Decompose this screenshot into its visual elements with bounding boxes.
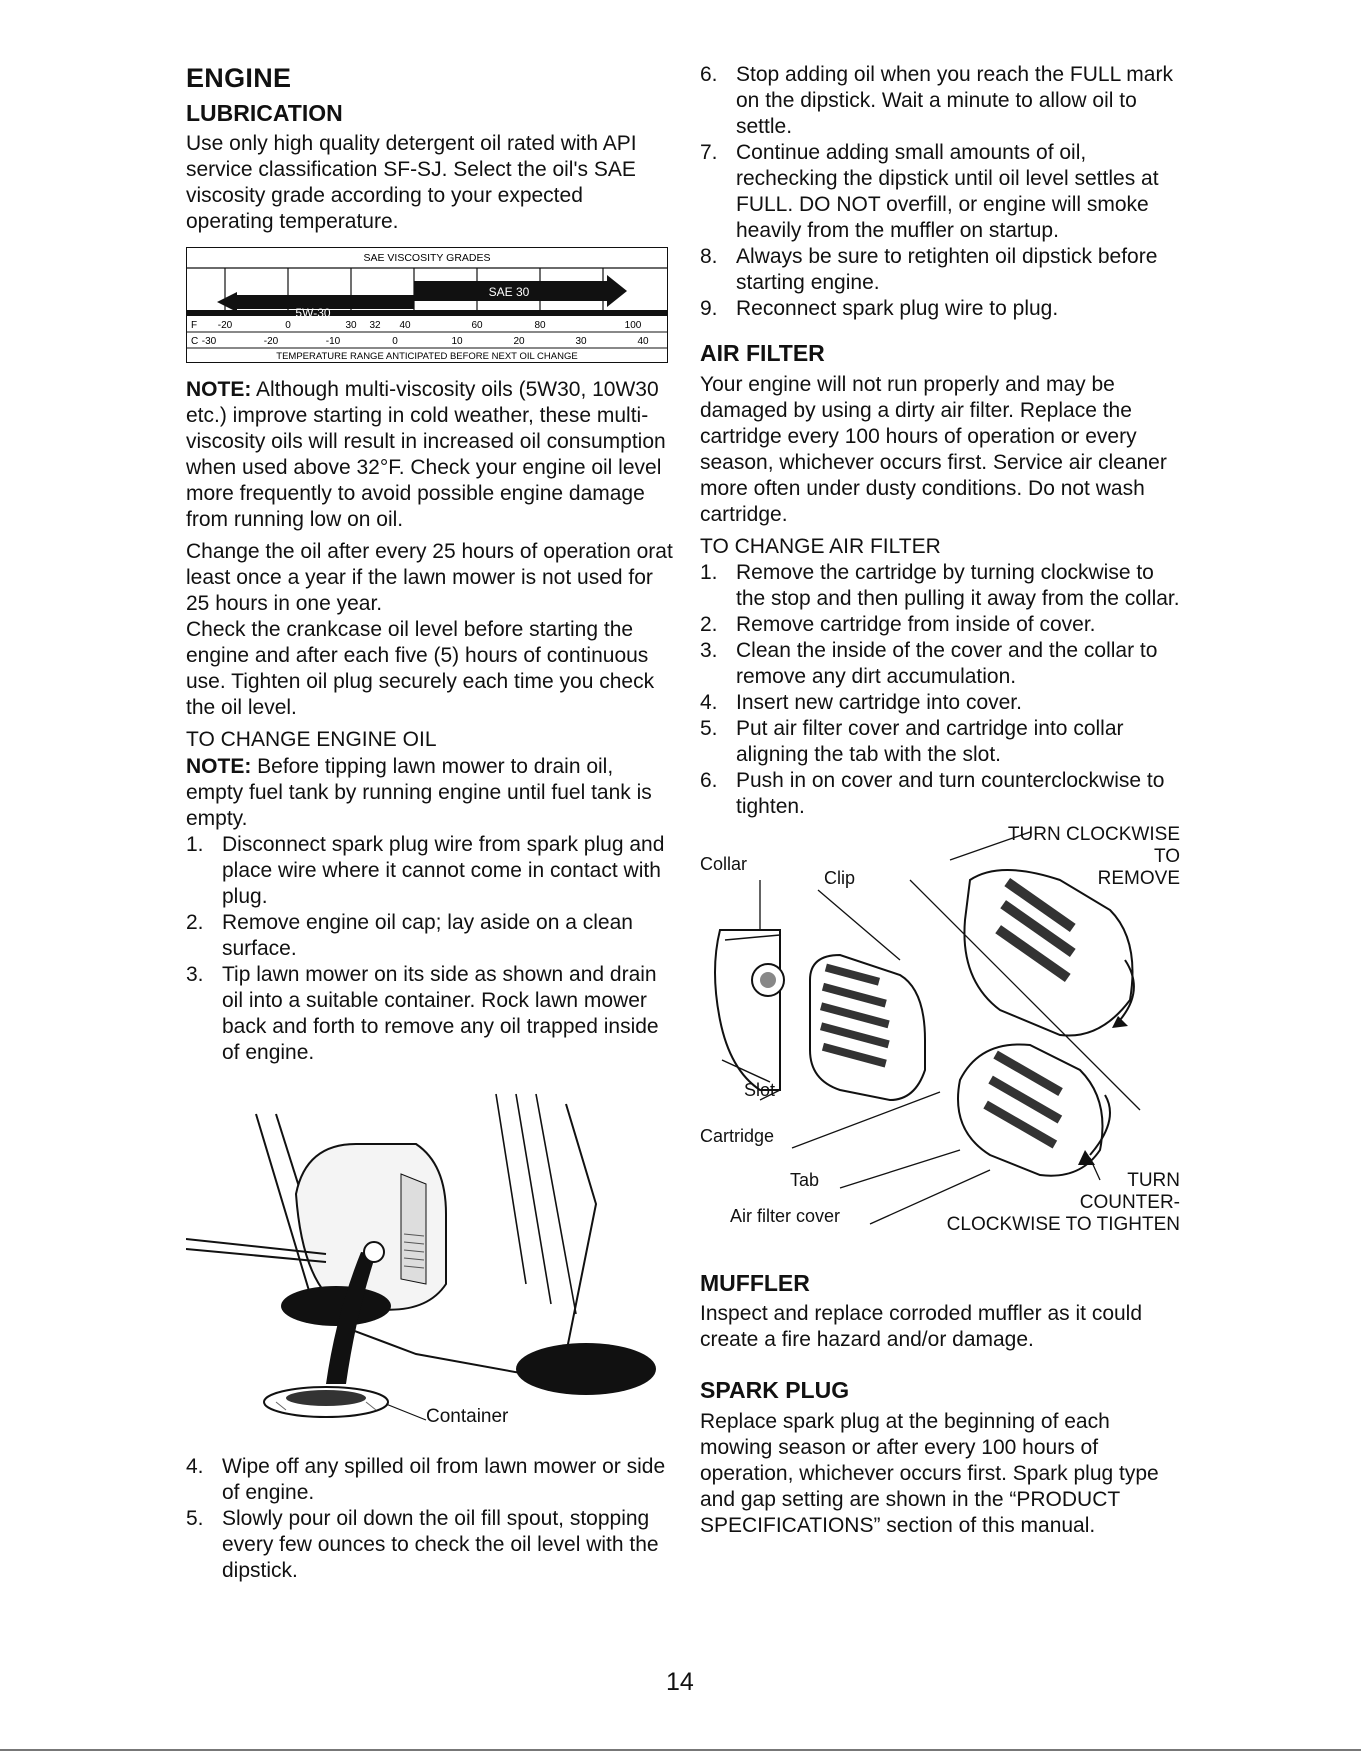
list-item: 1. Disconnect spark plug wire from spark plug and place wire where it cannot come in contact with plug.	[186, 832, 665, 908]
svg-text:30: 30	[575, 336, 587, 348]
oil-change-steps-b	[186, 1454, 676, 1584]
svg-text:40: 40	[637, 336, 649, 348]
list-item: 5. Slowly pour oil down the oil fill spout, stopping every few ounces to check the oil level with the dipstick.	[186, 1506, 659, 1582]
list-item: 7. Continue adding small amounts of oil, rechecking the dipstick until oil level settles at FULL. DO NOT overfill, or engine will smoke heavily from the muffler on startup.	[700, 141, 1159, 242]
svg-text:-10: -10	[325, 336, 341, 348]
list-item: 6. Stop adding oil when you reach the FULL mark on the dipstick. Wait a minute to allow oil to settle.	[700, 63, 1173, 138]
viscosity-chart-title: SAE VISCOSITY GRADES	[363, 252, 491, 265]
air-filter-diagram	[700, 820, 1180, 1260]
para-change-oil-interval: Change the oil after every 25 hours of operation orat least once a year if the lawn mower is not used for 25 hours in one year.	[186, 540, 673, 616]
oil-change-steps-a	[186, 832, 676, 1066]
svg-text:20: 20	[513, 336, 525, 348]
list-item: 8. Always be sure to retighten oil dipstick before starting engine.	[700, 245, 1158, 294]
viscosity-chart-graphic	[187, 248, 667, 310]
list-item: 4. Insert new cartridge into cover.	[700, 690, 1022, 714]
para-check-oil-level: Check the crankcase oil level before starting the engine and after each five (5) hours of continuous use. Tighten oil plug securely each time you check the oil level.	[186, 618, 655, 720]
heading-air-filter: AIR FILTER	[700, 340, 825, 366]
note-drain-fuel: NOTE: Before tipping lawn mower to drain oil, empty fuel tank by running engine until fuel tank is empty.	[186, 754, 652, 830]
svg-text:60: 60	[471, 320, 483, 332]
list-item: 4. Wipe off any spilled oil from lawn mower or side of engine.	[186, 1454, 666, 1504]
left-column	[186, 62, 676, 1584]
viscosity-chart-footer: TEMPERATURE RANGE ANTICIPATED BEFORE NEXT OIL CHANGE	[276, 351, 578, 363]
collar-label: Collar	[700, 853, 748, 874]
svg-text:-30: -30	[201, 336, 217, 348]
oil-change-steps-c	[700, 62, 1180, 322]
svg-text:-20: -20	[217, 320, 233, 332]
container-label: Container	[426, 1405, 509, 1427]
air-filter-steps	[700, 560, 1180, 820]
tab-label: Tab	[790, 1169, 820, 1190]
svg-text:0: 0	[392, 336, 398, 348]
air-filter-cover-label: Air filter cover	[730, 1205, 841, 1226]
heading-lubrication: LUBRICATION	[186, 99, 343, 126]
list-item: 3. Tip lawn mower on its side as shown and drain oil into a suitable container. Rock lawn mower back and forth to remove any oil trapped inside of engine.	[186, 962, 659, 1064]
svg-text:0: 0	[285, 320, 291, 332]
list-item: 6. Push in on cover and turn counterclockwise to tighten.	[700, 768, 1165, 818]
spark-plug-text: Replace spark plug at the beginning of each mowing season or after every 100 hours of operation, whichever occurs first. Spark plug type and gap setting are shown in the “PRODUCT SPECIFICATIONS” section of this manual.	[700, 1410, 1159, 1538]
cartridge-label: Cartridge	[700, 1125, 775, 1146]
heading-muffler: MUFFLER	[700, 1269, 810, 1296]
list-item: 5. Put air filter cover and cartridge into collar aligning the tab with the slot.	[700, 716, 1124, 766]
oil-drain-illustration	[186, 1084, 676, 1427]
svg-text:-20: -20	[263, 336, 279, 348]
turn-clockwise-label: TURN CLOCKWISE TO REMOVE	[1007, 823, 1180, 889]
lubrication-intro: Use only high quality detergent oil rated with API service classification SF-SJ. Select the oil's SAE viscosity grade according to your expected operating temperature.	[186, 132, 637, 234]
heading-spark-plug: SPARK PLUG	[700, 1377, 850, 1404]
sae30-label: SAE 30	[488, 285, 530, 300]
svg-text:40: 40	[399, 320, 411, 332]
slot-label: Slot	[744, 1079, 776, 1100]
note-multi-viscosity: NOTE: Although multi-viscosity oils (5W30, 10W30 etc.) improve starting in cold weather, these multi-viscosity oils will result in increased oil consumption when used above 32°F. Check your engine oil level more frequently to avoid possible engine damage from running low on oil.	[186, 378, 666, 532]
clip-label: Clip	[824, 867, 856, 888]
list-item: 3. Clean the inside of the cover and the collar to remove any dirt accumulation.	[700, 638, 1158, 688]
fahrenheit-ticks	[218, 320, 642, 331]
air-filter-text: Your engine will not run properly and may be damaged by using a dirty air filter. Replace the cartridge every 100 hours of operation or every season, whichever occurs first. Service air cleaner more often under dusty conditions. Do not wash cartridge.	[700, 372, 1167, 526]
svg-text:30: 30	[345, 320, 357, 332]
celsius-ticks	[202, 336, 649, 347]
page-number: 14	[666, 1668, 694, 1696]
page-bottom-rule	[0, 1749, 1361, 1751]
svg-text:32: 32	[369, 320, 381, 332]
fahrenheit-label: F	[191, 320, 198, 332]
turn-counterclockwise-label: TURN COUNTER- CLOCKWISE TO TIGHTEN	[946, 1169, 1180, 1235]
list-item: 1. Remove the cartridge by turning clockwise to the stop and then pulling it away from the collar.	[700, 560, 1180, 610]
celsius-label: C	[191, 336, 199, 348]
right-column	[700, 62, 1180, 1539]
5w30-label: 5W-30	[295, 306, 331, 321]
svg-text:10: 10	[451, 336, 463, 348]
section-title-engine: ENGINE	[186, 63, 292, 93]
list-item: 9. Reconnect spark plug wire to plug.	[700, 297, 1059, 320]
list-item: 2. Remove cartridge from inside of cover.	[700, 612, 1096, 636]
svg-text:100: 100	[624, 320, 642, 332]
svg-text:80: 80	[534, 320, 546, 332]
heading-change-engine-oil: TO CHANGE ENGINE OIL	[186, 728, 437, 752]
heading-change-air-filter: TO CHANGE AIR FILTER	[700, 534, 941, 558]
muffler-text: Inspect and replace corroded muffler as it could create a fire hazard and/or damage.	[700, 1302, 1143, 1352]
sae-viscosity-chart	[186, 247, 668, 363]
list-item: 2. Remove engine oil cap; lay aside on a clean surface.	[186, 910, 633, 960]
